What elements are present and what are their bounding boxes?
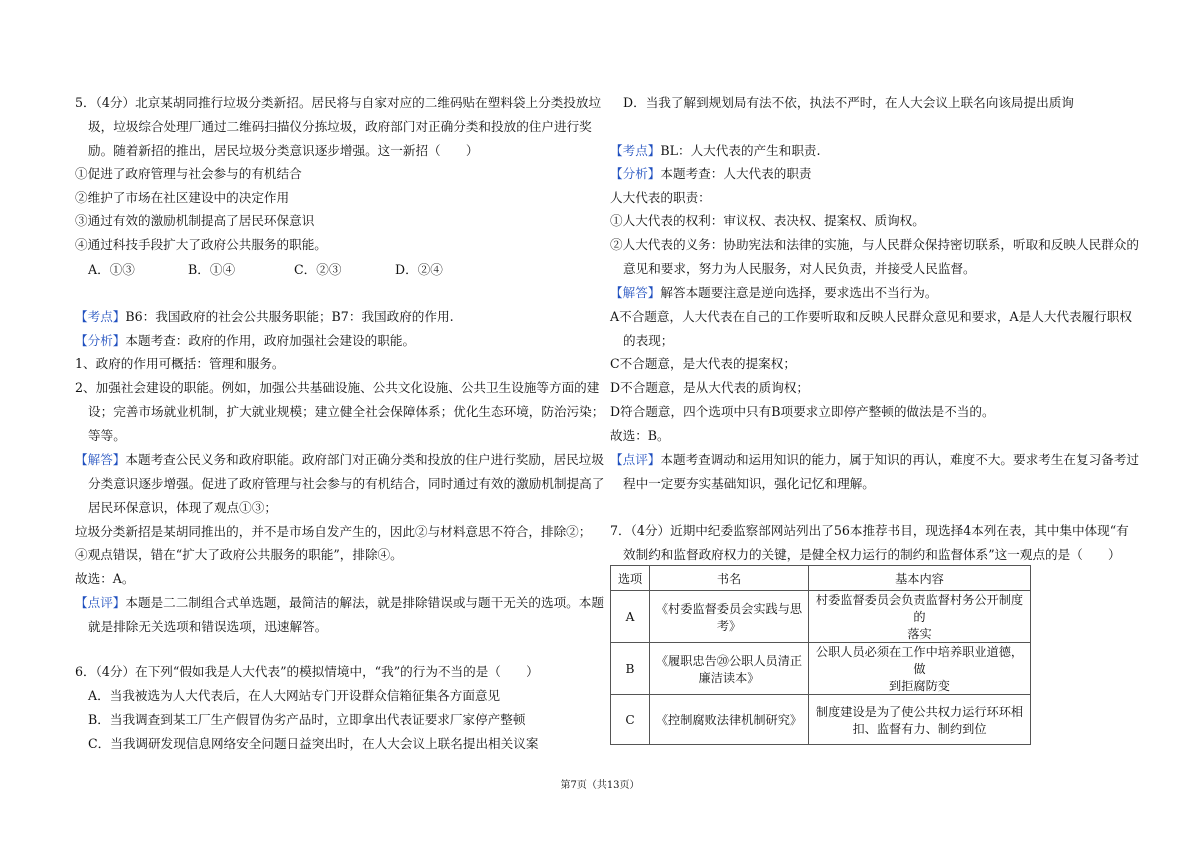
q5-stem-line-3: 励。随着新招的推出，居民垃圾分类意识逐步增强。这一新招（ ）: [88, 143, 479, 158]
q6-kaodian-tag: 【考点】: [610, 143, 661, 158]
q6-kaodian: [610, 143, 821, 159]
row-c-content: [809, 695, 1031, 745]
q6-fenxi-tag: 【分析】: [610, 166, 661, 181]
q5-item-4: ④通过科技手段扩大了政府公共服务的职能。: [75, 237, 327, 252]
q6-dianping-line-2: 程中一定要夯实基础知识，强化记忆和理解。: [623, 476, 875, 491]
row-b-book-line-1: 《履职忠告⑳公职人员清正: [655, 653, 803, 668]
table-row: [611, 591, 1031, 643]
q5-choice-c: C．②③: [294, 262, 342, 277]
q5-jieda-line-3: 居民环保意识，体现了观点①③；: [88, 500, 277, 515]
q6-choice-a: A．当我被选为人大代表后，在人大网站专门开设群众信箱征集各方面意见: [88, 688, 501, 703]
q5-jieda-text-1: 本题考查公民义务和政府职能。政府部门对正确分类和投放的住户进行奖励，居民垃圾: [125, 452, 604, 467]
q6-analysis-2: ①人大代表的权利：审议权、表决权、提案权、质询权。: [610, 213, 925, 228]
q6-choice-c: C．当我调研发现信息网络安全问题日益突出时，在人大会议上联名提出相关议案: [88, 736, 539, 751]
q7-stem-line-1: 7．（4分）近期中纪委监察部网站列出了56本推荐书目，现选择4本列在表，其中集中体现“有: [610, 523, 1129, 538]
q6-extra-3: C不合题意，是大代表的提案权；: [610, 356, 796, 371]
q6-analysis-1: 人大代表的职责：: [610, 190, 711, 205]
q5-fenxi-text: 本题考查：政府的作用，政府加强社会建设的职能。: [125, 333, 416, 348]
q5-extra-2: ④观点错误，错在“扩大了政府公共服务的职能”，排除④。: [75, 547, 403, 562]
table-row: [611, 695, 1031, 745]
row-a-content-line-1: 村委监督委员会负责监督村务公开制度的: [815, 593, 1024, 624]
q5-dianping-tag: 【点评】: [75, 595, 126, 610]
table-row: [611, 643, 1031, 695]
q5-jieda-line-2: 分类意识逐步增强。促进了政府管理与社会参与的有机结合，同时通过有效的激励机制提高了: [88, 476, 605, 491]
page-footer: 第7页（共13页）: [560, 780, 640, 791]
q6-kaodian-text: BL：人大代表的产生和职责.: [660, 143, 821, 158]
q5-choice-d: D．②④: [395, 262, 443, 277]
q5-fenxi: [75, 333, 415, 349]
row-a-option: A: [611, 591, 650, 643]
row-a-book-line-2: 考》: [716, 618, 742, 633]
q6-dianping: [610, 452, 1139, 468]
header-book: 书名: [650, 566, 809, 591]
q5-item-1: ①促进了政府管理与社会参与的有机结合: [75, 166, 302, 181]
q6-dianping-text-1: 本题考查调动和运用知识的能力，属于知识的再认，难度不大。要求考生在复习备考过: [660, 452, 1139, 467]
q5-stem-line-2: 圾，垃圾综合处理厂通过二维码扫描仪分拣垃圾，政府部门对正确分类和投放的住户进行奖: [88, 119, 592, 134]
q5-kaodian: [75, 309, 454, 325]
row-a-content-line-2: 落实: [907, 627, 932, 641]
q6-extra-5: D符合题意，四个选项中只有B项要求立即停产整顿的做法是不当的。: [610, 404, 995, 419]
row-b-option: B: [611, 643, 650, 695]
q5-analysis-2: 2、加强社会建设的职能。例如，加强公共基础设施、公共文化设施、公共卫生设施等方面的建: [75, 380, 600, 395]
row-a-book: [650, 591, 809, 643]
row-b-content-line-2: 到拒腐防变: [889, 679, 950, 693]
row-c-content-line-2: 扣、监督有力、制约到位: [852, 721, 987, 736]
q6-extra-2: 的表现；: [623, 333, 674, 348]
q5-analysis-1: 1、政府的作用可概括：管理和服务。: [75, 356, 285, 371]
q5-item-3: ③通过有效的激励机制提高了居民环保意识: [75, 213, 315, 228]
q5-choice-b: B．①④: [188, 262, 236, 277]
q5-extra-3: 故选：A。: [75, 571, 135, 586]
q6-jieda-tag: 【解答】: [610, 285, 661, 300]
q6-jieda: [610, 285, 937, 301]
row-b-content-line-1: 公职人员必须在工作中培养职业道德，做: [815, 645, 1024, 676]
row-c-book: [650, 695, 809, 745]
q6-fenxi-text: 本题考查：人大代表的职责: [660, 166, 812, 181]
q6-jieda-text: 解答本题要注意是逆向选择，要求选出不当行为。: [660, 285, 938, 300]
q6-stem: 6．（4分）在下列“假如我是人大代表”的模拟情境中，“我”的行为不当的是（ ）: [75, 664, 539, 679]
q6-choice-b: B．当我调查到某工厂生产假冒伪劣产品时，立即拿出代表证要求厂家停产整顿: [88, 712, 526, 727]
q5-dianping-line-2: 就是排除无关选项和错误选项，迅速解答。: [88, 619, 328, 634]
row-b-content: [809, 643, 1031, 695]
q5-jieda-tag: 【解答】: [75, 452, 126, 467]
q5-choice-a: A．①③: [88, 262, 135, 277]
q6-choice-d: D．当我了解到规划局有法不依，执法不严时，在人大会议上联名向该局提出质询: [623, 95, 1074, 110]
q6-extra-1: A不合题意，人大代表在自己的工作要听取和反映人民群众意见和要求，A是人大代表履行职权: [610, 309, 1132, 324]
row-a-content: [809, 591, 1031, 643]
q5-dianping: [75, 595, 604, 611]
q5-fenxi-tag: 【分析】: [75, 333, 126, 348]
row-b-book-line-2: 廉洁读本》: [698, 670, 760, 685]
q5-analysis-4: 等等。: [88, 428, 126, 443]
table-header-row: [611, 566, 1031, 591]
q5-extra-1: 垃圾分类新招是某胡同推出的，并不是市场自发产生的，因此②与材料意思不符合，排除②；: [75, 524, 592, 539]
q7-stem-line-2: 效制约和监督政府权力的关键，是健全权力运行的制约和监督体系”这一观点的是（ ）: [623, 547, 1121, 562]
header-option: 选项: [611, 566, 650, 591]
q5-stem-line-1: 5．（4分）北京某胡同推行垃圾分类新招。居民将与自家对应的二维码贴在塑料袋上分类投放垃: [75, 95, 602, 110]
q6-fenxi: [610, 166, 812, 182]
q5-item-2: ②维护了市场在社区建设中的决定作用: [75, 190, 290, 205]
row-c-content-line-1: 制度建设是为了使公共权力运行环环相: [815, 704, 1024, 719]
row-c-book-line-1: 《控制腐败法律机制研究》: [655, 713, 803, 727]
row-c-option: C: [611, 695, 650, 745]
q5-kaodian-text: B6：我国政府的社会公共服务职能；B7：我国政府的作用.: [125, 309, 454, 324]
row-a-book-line-1: 《村委监督委员会实践与思: [655, 601, 803, 616]
q6-extra-4: D不合题意，是从大代表的质询权；: [610, 380, 810, 395]
q6-analysis-4: 意见和要求，努力为人民服务，对人民负责，并接受人民监督。: [623, 261, 976, 276]
q5-kaodian-tag: 【考点】: [75, 309, 126, 324]
q6-dianping-tag: 【点评】: [610, 452, 661, 467]
header-content: 基本内容: [809, 566, 1031, 591]
row-b-book: [650, 643, 809, 695]
q5-analysis-3: 设；完善市场就业机制，扩大就业规模；建立健全社会保障体系；优化生态环境，防治污染；: [88, 404, 605, 419]
q5-dianping-text-1: 本题是二二制组合式单选题，最简洁的解法，就是排除错误或与题干无关的选项。本题: [125, 595, 604, 610]
q5-jieda: [75, 452, 604, 468]
q6-analysis-3: ②人大代表的义务：协助宪法和法律的实施，与人民群众保持密切联系，听取和反映人民群众的: [610, 237, 1139, 252]
q6-extra-6: 故选：B。: [610, 428, 670, 443]
q7-options-table: [610, 565, 1031, 745]
